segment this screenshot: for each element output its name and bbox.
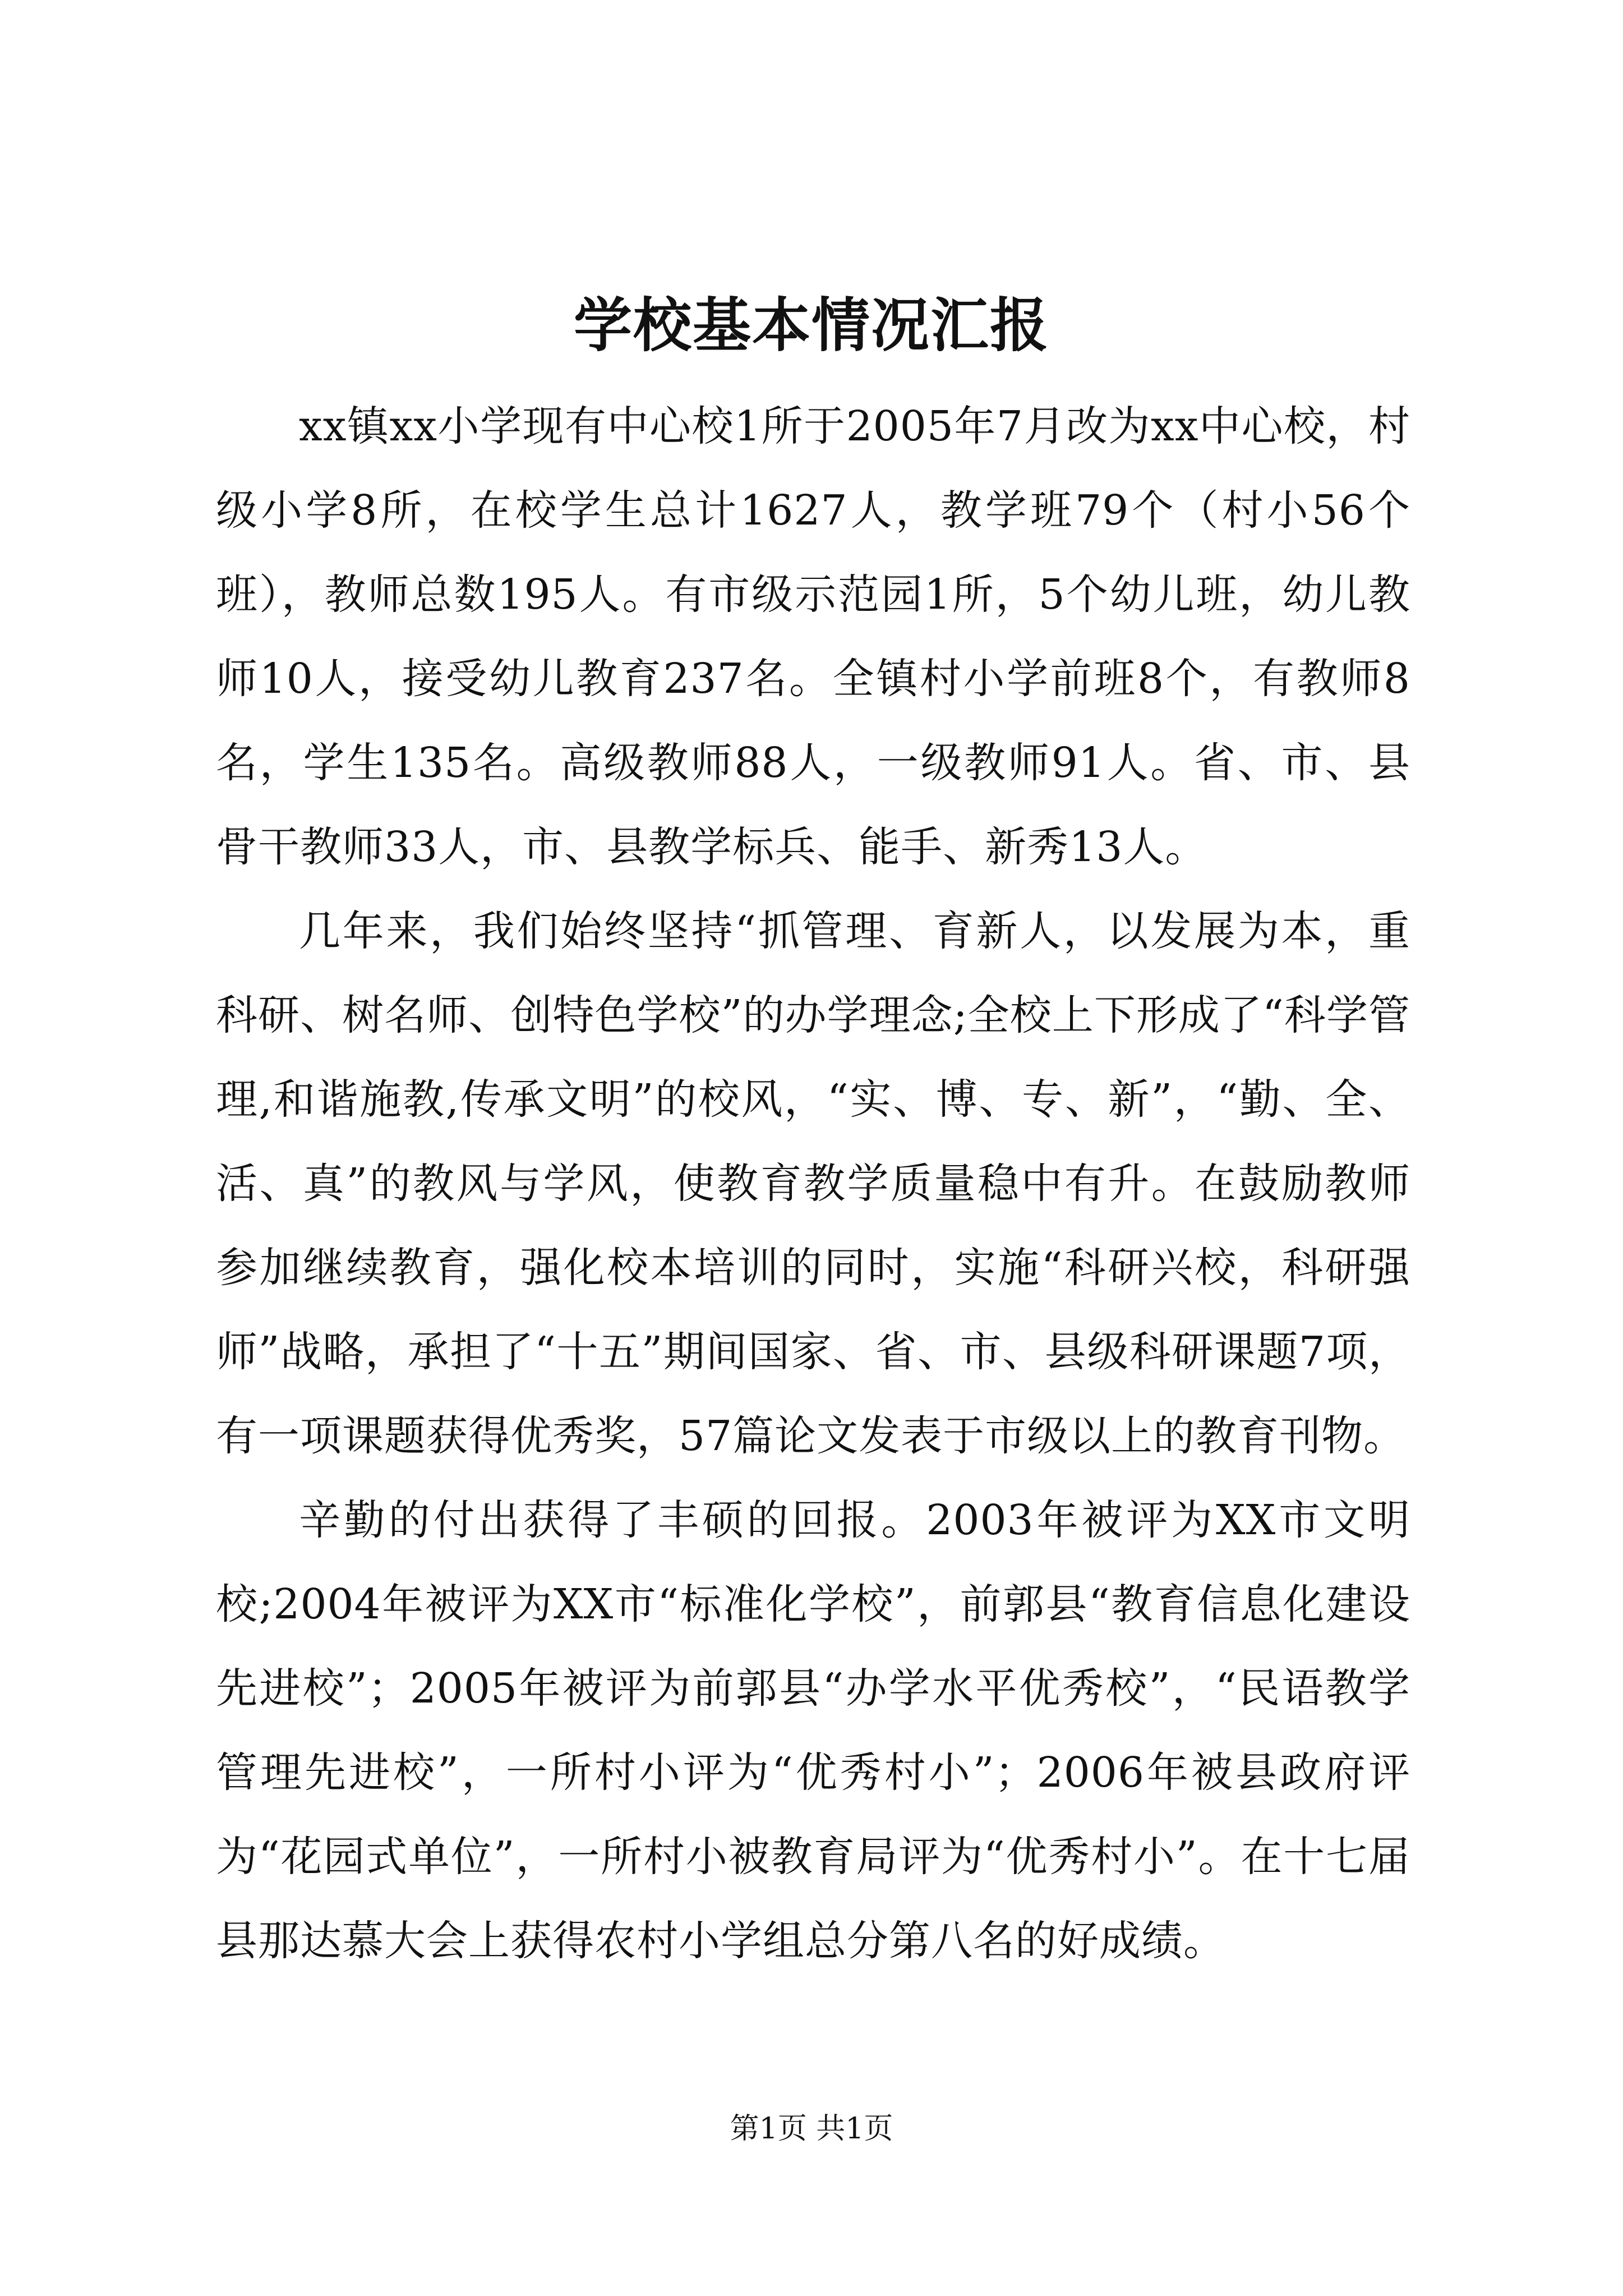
paragraph-school-honors: 辛勤的付出获得了丰硕的回报。2003年被评为XX市文明校;2004年被评为XX市“标准化学校”，前郭县“教育信息化建设先进校”；2005年被评为前郭县“办学水平优秀校”，“民语教学管理先进校”，一所村小评为“优秀村小”；2006年被县政府评为“花园式单位”，一所村小被教育局评为“优秀村小”。在十七届县那达慕大会上获得农村小学组总分第八名的好成绩。 — [216, 1496, 1410, 1965]
document-title: 学校基本情况汇报 — [573, 291, 1049, 360]
paragraph-school-philosophy: 几年来，我们始终坚持“抓管理、育新人，以发展为本，重科研、树名师、创特色学校”的办学理念;全校上下形成了“科学管理,和谐施教,传承文明”的校风，“实、博、专、新”，“勤、全、活、真”的教风与学风，使教育教学质量稳中有升。在鼓励教师参加继续教育，强化校本培训的同时，实施“科研兴校，科研强师”战略，承担了“十五”期间国家、省、市、县级科研课题7项，有一项课题获得优秀奖，57篇论文发表于市级以上的教育刊物。 — [216, 907, 1410, 1460]
document-body — [216, 384, 1410, 1983]
paragraph-school-overview: xx镇xx小学现有中心校1所于2005年7月改为xx中心校，村级小学8所，在校学生总计1627人，教学班79个（村小56个班），教师总数195人。有市级示范园1所，5个幼儿班，幼儿教师10人，接受幼儿教育237名。全镇村小学前班8个，有教师8名，学生135名。高级教师88人，一级教师91人。省、市、县骨干教师33人，市、县教学标兵、能手、新秀13人。 — [216, 402, 1410, 871]
page-footer: 第1页 共1页 — [730, 2112, 893, 2146]
